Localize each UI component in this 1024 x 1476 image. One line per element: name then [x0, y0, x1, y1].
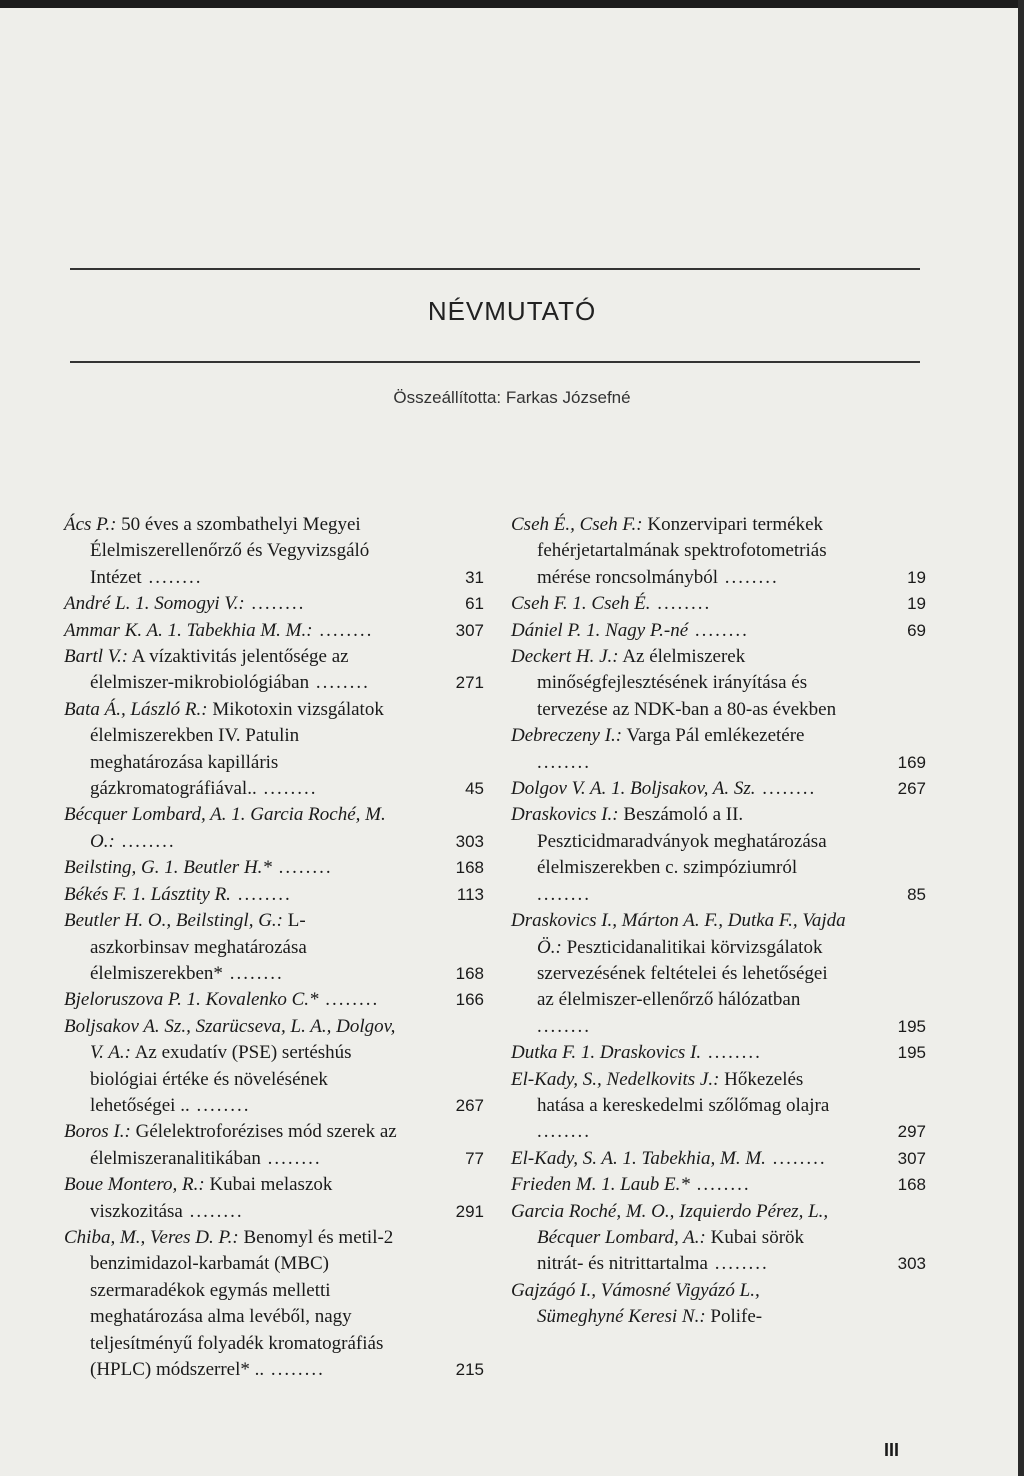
dot-leader: ........ [537, 1015, 591, 1037]
index-entry [64, 802, 484, 855]
page-edge-top [0, 0, 1024, 8]
entry-page: 303 [455, 831, 484, 851]
compiler-line: Összeállította: Farkas Józsefné [393, 388, 631, 407]
entry-page: 168 [455, 963, 484, 983]
dot-leader: ........ [182, 1200, 244, 1222]
entry-page: 69 [907, 620, 926, 640]
entry-authors: Frieden M. 1. Laub E.* [511, 1174, 690, 1196]
index-entry [511, 908, 926, 1040]
entry-page: 168 [897, 1175, 926, 1195]
dot-leader: ........ [244, 593, 306, 615]
dot-leader: ........ [189, 1094, 251, 1116]
index-entry [511, 1040, 926, 1066]
page-title: NÉVMUTATÓ [427, 296, 597, 326]
index-column-left [64, 512, 484, 1383]
index-entry [64, 1119, 484, 1172]
index-entry [64, 987, 484, 1013]
entry-authors: Draskovics I.: [511, 804, 619, 826]
entry-page: 61 [465, 594, 484, 614]
index-entry [511, 591, 926, 617]
entry-page: 307 [455, 620, 484, 640]
entry-page: 307 [897, 1148, 926, 1168]
entry-title: Peszticidanalitikai körvizsgálatok szervezésének feltételei és lehetőségei az élelmiszer-ellenőrző hálózatban [537, 936, 828, 1011]
dot-leader: ........ [688, 619, 749, 641]
entry-authors: Chiba, M., Veres D. P.: [64, 1226, 239, 1248]
entry-title: Kubai melaszok viszkozitása [90, 1174, 333, 1222]
entry-authors: Dániel P. 1. Nagy P.-né [511, 619, 689, 641]
entry-authors: Cseh É., Cseh F.: [511, 514, 643, 535]
dot-leader: ........ [701, 1042, 762, 1064]
index-entry [64, 855, 484, 881]
entry-page: 297 [897, 1122, 926, 1142]
dot-leader: ........ [312, 619, 374, 641]
entry-authors: Bartl V.: [64, 646, 129, 668]
index-entry [511, 512, 926, 591]
entry-authors: Boue Montero, R.: [64, 1174, 205, 1196]
entry-page: 271 [455, 673, 484, 693]
entry-title: Hőkezelés hatása a kereskedelmi szőlőmag olajra [537, 1068, 830, 1116]
index-entry [64, 591, 484, 617]
entry-authors: El-Kady, S. A. 1. Tabekhia, M. M. [511, 1147, 766, 1169]
entry-authors: Bjeloruszova P. 1. Kovalenko C.* [64, 989, 319, 1011]
entry-page: 45 [465, 779, 484, 799]
entry-title: Polife- [710, 1306, 763, 1328]
dot-leader: ........ [717, 566, 779, 588]
entry-title: Beszámoló a II. Peszticidmaradványok meghatározása élelmiszerekben c. szimpóziumról [537, 804, 827, 879]
dot-leader: ........ [537, 883, 591, 905]
entry-authors: Boljsakov A. Sz., Szarücseva, L. A., Dolgov, V. A.: [64, 1015, 396, 1064]
entry-page: 267 [455, 1095, 484, 1115]
index-entry [64, 882, 484, 908]
entry-title: Az exudatív (PSE) sertéshús biológiai értéke és növelésének lehetőségei .. [90, 1042, 352, 1116]
index-entry [511, 802, 926, 908]
entry-page: 19 [907, 567, 926, 587]
entry-page: 113 [456, 884, 484, 904]
entry-page: 31 [465, 567, 484, 587]
entry-authors: Ammar K. A. 1. Tabekhia M. M.: [64, 619, 313, 641]
entry-authors: Beilsting, G. 1. Beutler H.* [64, 857, 272, 879]
index-entry [64, 697, 484, 803]
index-entry [511, 1172, 926, 1198]
entry-title: Kubai sörök nitrát- és nitrittartalma [537, 1226, 805, 1275]
entry-authors: Garcia Roché, M. O., Izquierdo Pérez, L., Bécquer Lombard, A.: [511, 1200, 829, 1248]
entry-title: Varga Pál emlékezetére [626, 725, 805, 747]
rule-top [70, 268, 920, 270]
dot-leader: ........ [271, 857, 333, 879]
entry-authors: Beutler H. O., Beilstingl, G.: [64, 910, 283, 932]
entry-authors: Békés F. 1. Lásztity R. [64, 883, 231, 905]
page-edge-right [1018, 0, 1024, 1476]
entry-page: 291 [455, 1201, 484, 1221]
dot-leader: ........ [256, 778, 318, 800]
entry-title: 50 éves a szombathelyi Megyei Élelmiszerellenőrző és Vegyvizsgáló Intézet [90, 514, 370, 588]
index-entry [511, 618, 926, 644]
entry-title: L-aszkorbinsav meghatározása élelmiszerekben* [90, 910, 307, 984]
entry-authors: Boros I.: [64, 1121, 131, 1143]
entry-page: 195 [897, 1043, 926, 1063]
dot-leader: ........ [537, 751, 591, 773]
index-entry [511, 1199, 926, 1278]
entry-authors: El-Kady, S., Nedelkovits J.: [511, 1068, 720, 1090]
entry-title: Gélelektroforézises mód szerek az élelmiszeranalitikában [90, 1121, 397, 1169]
entry-title: Konzervipari termékek fehérjetartalmának spektrofotometriás mérése roncsolmányból [537, 514, 827, 588]
entry-authors: Bata Á., László R.: [64, 698, 208, 720]
entry-authors: Cseh F. 1. Cseh É. [511, 593, 651, 615]
dot-leader: ........ [707, 1253, 769, 1275]
entry-page: 168 [455, 858, 484, 878]
dot-leader: ........ [222, 962, 284, 984]
dot-leader: ........ [260, 1147, 322, 1169]
entry-page: 85 [907, 884, 926, 904]
index-entry [64, 618, 484, 644]
dot-leader: ........ [318, 989, 380, 1011]
index-entry [511, 1278, 926, 1331]
entry-page: 169 [897, 752, 926, 772]
index-entry [64, 908, 484, 987]
dot-leader: ........ [537, 1121, 591, 1143]
page-number: III [884, 1440, 900, 1460]
dot-leader: ........ [309, 672, 370, 694]
dot-leader: ........ [765, 1147, 827, 1169]
dot-leader: ........ [689, 1174, 751, 1196]
index-entry [64, 512, 484, 591]
index-column-right [511, 512, 926, 1331]
entry-page: 303 [897, 1254, 926, 1274]
entry-authors: Dutka F. 1. Draskovics I. [511, 1042, 702, 1064]
entry-title: Mikotoxin vizsgálatok élelmiszerekben IV. Patulin meghatározása kapilláris gázkromatográfiával.. [90, 698, 384, 800]
entry-authors: Ács P.: [64, 514, 117, 535]
entry-page: 19 [907, 594, 926, 614]
dot-leader: ........ [650, 593, 712, 615]
dot-leader: ........ [264, 1359, 325, 1380]
entry-title: A vízaktivitás jelentősége az élelmiszer-mikrobiológiában [90, 646, 349, 694]
dot-leader: ........ [141, 566, 203, 588]
entry-authors: Gajzágó I., Vámosné Vigyázó L., Sümeghyné Keresi N.: [511, 1279, 760, 1328]
index-entry [64, 1014, 484, 1120]
index-entry [511, 644, 926, 723]
entry-page: 166 [455, 990, 484, 1010]
entry-page: 77 [465, 1148, 484, 1168]
index-entry [511, 1146, 926, 1172]
index-entry [64, 644, 484, 697]
rule-bottom [70, 361, 920, 363]
entry-authors: André L. 1. Somogyi V.: [64, 593, 245, 615]
dot-leader: ........ [230, 883, 292, 905]
entry-authors: Deckert H. J.: [511, 646, 619, 668]
entry-title: Benomyl és metil-2 benzimidazol-karbamát (MBC) szermaradékok egymás melletti meghatározása alma levéből, nagy teljesítményű folyadék kromatográfiás (HPLC) módszerrel* .. [90, 1226, 394, 1380]
entry-authors: Draskovics I., Márton A. F., Dutka F., Vajda Ö.: [511, 910, 846, 958]
index-entry [511, 776, 926, 802]
index-entry [64, 1172, 484, 1225]
index-entry [511, 1067, 926, 1146]
entry-authors: Dolgov V. A. 1. Boljsakov, A. Sz. [511, 778, 756, 800]
entry-page: 215 [455, 1360, 484, 1379]
dot-leader: ........ [755, 778, 817, 800]
entry-authors: Bécquer Lombard, A. 1. Garcia Roché, M. O.: [64, 804, 386, 852]
entry-page: 195 [897, 1016, 926, 1036]
entry-authors: Debreczeny I.: [511, 725, 623, 747]
index-entry [511, 723, 926, 776]
entry-page: 267 [897, 779, 926, 799]
dot-leader: ........ [114, 830, 176, 852]
entry-title: Az élelmiszerek minőségfejlesztésének irányítása és tervezése az NDK-ban a 80-as években [537, 646, 837, 720]
index-entry [64, 1225, 484, 1383]
